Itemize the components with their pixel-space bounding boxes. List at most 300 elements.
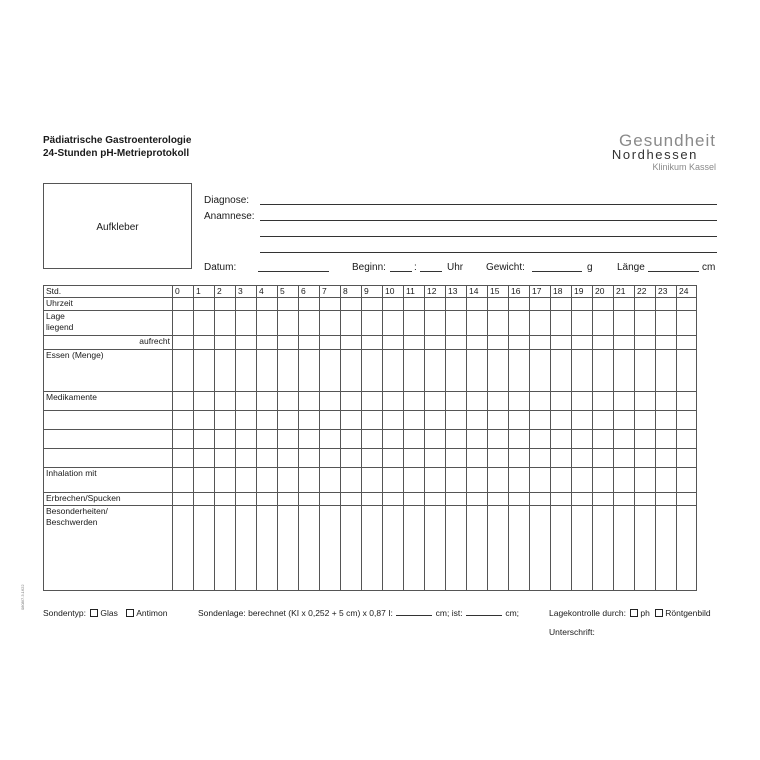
grid-cell[interactable] [656, 506, 677, 591]
grid-cell[interactable] [362, 336, 383, 350]
grid-cell[interactable] [488, 298, 509, 311]
sondenlage-calculated-field[interactable] [396, 615, 432, 616]
grid-cell[interactable] [299, 311, 320, 336]
diagnose-field[interactable] [260, 204, 717, 205]
grid-cell[interactable] [677, 449, 697, 468]
grid-cell[interactable] [383, 336, 404, 350]
grid-cell[interactable] [614, 430, 635, 449]
grid-cell[interactable] [635, 430, 656, 449]
grid-cell[interactable] [488, 411, 509, 430]
grid-cell[interactable] [467, 493, 488, 506]
grid-cell[interactable] [299, 298, 320, 311]
grid-cell[interactable] [425, 449, 446, 468]
row-label-besonderheiten1 [44, 506, 173, 591]
grid-cell[interactable] [236, 336, 257, 350]
grid-cell[interactable] [194, 392, 215, 411]
grid-cell[interactable] [635, 336, 656, 350]
beginn-label: Beginn: [352, 262, 386, 273]
grid-cell[interactable] [425, 493, 446, 506]
grid-cell[interactable] [614, 350, 635, 392]
laenge-field[interactable] [648, 271, 699, 272]
grid-cell[interactable] [530, 449, 551, 468]
grid-cell[interactable] [677, 350, 697, 392]
grid-cell[interactable] [383, 506, 404, 591]
grid-cell[interactable] [530, 493, 551, 506]
grid-cell[interactable] [572, 350, 593, 392]
grid-cell[interactable] [341, 493, 362, 506]
grid-cell[interactable] [341, 392, 362, 411]
grid-cell[interactable] [215, 336, 236, 350]
datum-field[interactable] [258, 271, 329, 272]
grid-cell[interactable] [488, 493, 509, 506]
grid-cell[interactable] [446, 311, 467, 336]
grid-cell[interactable] [467, 506, 488, 591]
grid-cell[interactable] [530, 430, 551, 449]
grid-cell[interactable] [677, 493, 697, 506]
grid-cell[interactable] [656, 449, 677, 468]
grid-cell[interactable] [572, 493, 593, 506]
grid-cell[interactable] [635, 506, 656, 591]
grid-cell[interactable] [488, 468, 509, 493]
grid-cell[interactable] [635, 468, 656, 493]
grid-cell[interactable] [551, 298, 572, 311]
grid-cell[interactable] [593, 392, 614, 411]
cm-ist-label: cm; ist: [435, 608, 463, 618]
grid-cell[interactable] [173, 506, 194, 591]
grid-cell[interactable] [341, 506, 362, 591]
grid-cell[interactable] [677, 411, 697, 430]
grid-cell[interactable] [320, 506, 341, 591]
grid-row [44, 336, 697, 350]
grid-cell[interactable] [467, 298, 488, 311]
grid-cell[interactable] [656, 493, 677, 506]
grid-cell[interactable] [215, 392, 236, 411]
grid-cell[interactable] [278, 336, 299, 350]
grid-cell[interactable] [509, 392, 530, 411]
grid-cell[interactable] [299, 336, 320, 350]
grid-cell[interactable] [320, 493, 341, 506]
grid-cell[interactable] [425, 311, 446, 336]
grid-cell[interactable] [236, 311, 257, 336]
grid-cell[interactable] [572, 449, 593, 468]
grid-cell[interactable] [320, 411, 341, 430]
grid-cell[interactable] [446, 392, 467, 411]
grid-cell[interactable] [572, 506, 593, 591]
grid-cell[interactable] [173, 336, 194, 350]
grid-cell[interactable] [551, 350, 572, 392]
sondenlage-row [198, 608, 519, 618]
grid-cell[interactable] [404, 336, 425, 350]
grid-cell[interactable] [593, 336, 614, 350]
grid-cell[interactable] [551, 411, 572, 430]
grid-cell[interactable] [635, 392, 656, 411]
grid-cell[interactable] [446, 468, 467, 493]
grid-cell[interactable] [194, 411, 215, 430]
grid-cell[interactable] [299, 468, 320, 493]
grid-cell[interactable] [194, 506, 215, 591]
grid-cell[interactable] [257, 311, 278, 336]
grid-cell[interactable] [194, 350, 215, 392]
grid-cell[interactable] [236, 449, 257, 468]
grid-cell[interactable] [341, 468, 362, 493]
grid-cell[interactable] [236, 506, 257, 591]
grid-cell[interactable] [677, 392, 697, 411]
grid-cell[interactable] [404, 350, 425, 392]
grid-cell[interactable] [509, 468, 530, 493]
grid-cell[interactable] [236, 493, 257, 506]
grid-cell[interactable] [215, 449, 236, 468]
grid-cell[interactable] [194, 298, 215, 311]
grid-cell[interactable] [425, 411, 446, 430]
grid-cell[interactable] [299, 506, 320, 591]
grid-cell[interactable] [194, 449, 215, 468]
anamnese-field-2[interactable] [260, 236, 717, 237]
grid-cell[interactable] [509, 350, 530, 392]
grid-cell[interactable] [509, 311, 530, 336]
grid-cell[interactable] [257, 468, 278, 493]
grid-cell[interactable] [173, 449, 194, 468]
grid-cell[interactable] [215, 350, 236, 392]
grid-cell[interactable] [404, 298, 425, 311]
gewicht-field[interactable] [532, 271, 582, 272]
grid-cell[interactable] [320, 392, 341, 411]
grid-cell[interactable] [488, 336, 509, 350]
grid-cell[interactable] [278, 392, 299, 411]
grid-cell[interactable] [593, 449, 614, 468]
grid-cell[interactable] [593, 430, 614, 449]
grid-cell[interactable] [530, 392, 551, 411]
antimon-checkbox[interactable] [126, 609, 134, 617]
grid-cell[interactable] [215, 411, 236, 430]
grid-cell[interactable] [362, 506, 383, 591]
grid-cell[interactable] [404, 392, 425, 411]
grid-cell[interactable] [215, 311, 236, 336]
grid-cell[interactable] [299, 493, 320, 506]
grid-cell[interactable] [404, 493, 425, 506]
lagekontrolle-label: Lagekontrolle durch: [549, 608, 627, 618]
grid-cell[interactable] [635, 411, 656, 430]
grid-cell[interactable] [236, 468, 257, 493]
grid-cell[interactable] [257, 493, 278, 506]
grid-cell[interactable] [320, 298, 341, 311]
grid-cell[interactable] [572, 298, 593, 311]
grid-cell[interactable] [362, 298, 383, 311]
grid-cell[interactable] [614, 311, 635, 336]
grid-cell[interactable] [236, 350, 257, 392]
grid-cell[interactable] [383, 350, 404, 392]
glas-checkbox[interactable] [90, 609, 98, 617]
grid-cell[interactable] [593, 493, 614, 506]
antimon-label: Antimon [136, 608, 168, 618]
grid-cell[interactable] [257, 350, 278, 392]
grid-cell[interactable] [593, 311, 614, 336]
grid-cell[interactable] [614, 411, 635, 430]
grid-cell[interactable] [236, 411, 257, 430]
grid-cell[interactable] [383, 298, 404, 311]
grid-cell[interactable] [656, 468, 677, 493]
grid-cell[interactable] [509, 493, 530, 506]
grid-cell[interactable] [488, 506, 509, 591]
grid-cell[interactable] [614, 392, 635, 411]
grid-cell[interactable] [173, 298, 194, 311]
grid-cell[interactable] [656, 311, 677, 336]
grid-cell[interactable] [278, 411, 299, 430]
grid-cell[interactable] [383, 430, 404, 449]
grid-cell[interactable] [299, 350, 320, 392]
grid-cell[interactable] [257, 430, 278, 449]
grid-cell[interactable] [194, 430, 215, 449]
grid-cell[interactable] [635, 298, 656, 311]
grid-cell[interactable] [593, 468, 614, 493]
grid-cell[interactable] [236, 430, 257, 449]
grid-cell[interactable] [446, 336, 467, 350]
grid-cell[interactable] [362, 411, 383, 430]
grid-cell[interactable] [509, 506, 530, 591]
grid-cell[interactable] [425, 298, 446, 311]
grid-cell[interactable] [572, 430, 593, 449]
grid-cell[interactable] [341, 336, 362, 350]
grid-cell[interactable] [320, 430, 341, 449]
grid-cell[interactable] [320, 449, 341, 468]
grid-cell[interactable] [194, 468, 215, 493]
grid-cell[interactable] [593, 298, 614, 311]
ph-checkbox[interactable] [630, 609, 638, 617]
grid-cell[interactable] [278, 506, 299, 591]
grid-cell[interactable] [572, 392, 593, 411]
grid-cell[interactable] [425, 336, 446, 350]
grid-cell[interactable] [404, 506, 425, 591]
grid-cell[interactable] [488, 350, 509, 392]
grid-cell[interactable] [467, 350, 488, 392]
roentgen-checkbox[interactable] [655, 609, 663, 617]
grid-cell[interactable] [194, 311, 215, 336]
grid-cell[interactable] [446, 493, 467, 506]
grid-cell[interactable] [383, 493, 404, 506]
grid-cell[interactable] [278, 311, 299, 336]
grid-cell[interactable] [572, 468, 593, 493]
grid-cell[interactable] [278, 449, 299, 468]
grid-cell[interactable] [236, 392, 257, 411]
grid-cell[interactable] [467, 336, 488, 350]
grid-cell[interactable] [530, 350, 551, 392]
grid-cell[interactable] [425, 468, 446, 493]
grid-cell[interactable] [614, 493, 635, 506]
grid-cell[interactable] [194, 336, 215, 350]
grid-cell[interactable] [656, 298, 677, 311]
grid-cell[interactable] [404, 311, 425, 336]
grid-cell[interactable] [614, 336, 635, 350]
grid-cell[interactable] [425, 430, 446, 449]
grid-cell[interactable] [656, 392, 677, 411]
grid-cell[interactable] [446, 298, 467, 311]
grid-cell[interactable] [593, 506, 614, 591]
grid-cell[interactable] [173, 392, 194, 411]
grid-cell[interactable] [257, 411, 278, 430]
grid-cell[interactable] [215, 493, 236, 506]
grid-cell[interactable] [236, 298, 257, 311]
grid-cell[interactable] [509, 336, 530, 350]
grid-cell[interactable] [509, 430, 530, 449]
grid-cell[interactable] [257, 298, 278, 311]
grid-cell[interactable] [677, 506, 697, 591]
grid-cell[interactable] [215, 468, 236, 493]
grid-cell[interactable] [362, 350, 383, 392]
grid-cell[interactable] [467, 392, 488, 411]
grid-cell[interactable] [488, 311, 509, 336]
grid-cell[interactable] [173, 411, 194, 430]
grid-cell[interactable] [215, 430, 236, 449]
grid-cell[interactable] [446, 506, 467, 591]
grid-cell[interactable] [278, 298, 299, 311]
grid-cell[interactable] [320, 468, 341, 493]
grid-cell[interactable] [551, 430, 572, 449]
grid-cell[interactable] [299, 392, 320, 411]
grid-cell[interactable] [425, 506, 446, 591]
grid-cell[interactable] [572, 311, 593, 336]
grid-cell[interactable] [173, 350, 194, 392]
grid-cell[interactable] [341, 449, 362, 468]
grid-cell[interactable] [257, 336, 278, 350]
grid-cell[interactable] [320, 350, 341, 392]
grid-cell[interactable] [530, 311, 551, 336]
grid-cell[interactable] [425, 392, 446, 411]
grid-cell[interactable] [362, 311, 383, 336]
grid-cell[interactable] [257, 449, 278, 468]
grid-cell[interactable] [341, 430, 362, 449]
grid-cell[interactable] [299, 430, 320, 449]
grid-cell[interactable] [488, 430, 509, 449]
grid-cell[interactable] [467, 430, 488, 449]
grid-cell[interactable] [341, 411, 362, 430]
grid-cell[interactable] [299, 449, 320, 468]
grid-cell[interactable] [551, 336, 572, 350]
grid-cell[interactable] [215, 506, 236, 591]
grid-cell[interactable] [278, 350, 299, 392]
beginn-hour-field[interactable] [390, 271, 412, 272]
grid-cell[interactable] [467, 449, 488, 468]
grid-cell[interactable] [593, 350, 614, 392]
grid-cell[interactable] [530, 336, 551, 350]
grid-cell[interactable] [404, 468, 425, 493]
grid-cell[interactable] [383, 392, 404, 411]
grid-cell[interactable] [362, 468, 383, 493]
grid-cell[interactable] [614, 449, 635, 468]
grid-cell[interactable] [362, 449, 383, 468]
grid-cell[interactable] [551, 392, 572, 411]
grid-cell[interactable] [362, 392, 383, 411]
grid-cell[interactable] [467, 411, 488, 430]
grid-cell[interactable] [173, 311, 194, 336]
sondenlage-actual-field[interactable] [466, 615, 502, 616]
grid-cell[interactable] [362, 430, 383, 449]
grid-cell[interactable] [341, 350, 362, 392]
grid-cell[interactable] [215, 298, 236, 311]
grid-cell[interactable] [173, 493, 194, 506]
grid-cell[interactable] [467, 311, 488, 336]
grid-cell[interactable] [656, 336, 677, 350]
grid-cell[interactable] [194, 493, 215, 506]
grid-cell[interactable] [509, 411, 530, 430]
grid-cell[interactable] [572, 411, 593, 430]
grid-cell[interactable] [551, 506, 572, 591]
grid-cell[interactable] [257, 506, 278, 591]
grid-cell[interactable] [383, 411, 404, 430]
grid-cell[interactable] [530, 411, 551, 430]
grid-cell[interactable] [635, 449, 656, 468]
grid-cell[interactable] [341, 311, 362, 336]
grid-cell[interactable] [656, 411, 677, 430]
grid-cell[interactable] [551, 449, 572, 468]
grid-cell[interactable] [488, 392, 509, 411]
grid-cell[interactable] [593, 411, 614, 430]
grid-cell[interactable] [677, 298, 697, 311]
grid-cell[interactable] [677, 336, 697, 350]
grid-cell[interactable] [278, 468, 299, 493]
grid-cell[interactable] [509, 298, 530, 311]
grid-cell[interactable] [656, 430, 677, 449]
grid-cell[interactable] [278, 430, 299, 449]
grid-cell[interactable] [425, 350, 446, 392]
grid-cell[interactable] [446, 449, 467, 468]
grid-cell[interactable] [383, 468, 404, 493]
grid-cell[interactable] [677, 430, 697, 449]
grid-cell[interactable] [383, 449, 404, 468]
grid-cell[interactable] [614, 506, 635, 591]
grid-cell[interactable] [551, 468, 572, 493]
grid-cell[interactable] [677, 311, 697, 336]
grid-cell[interactable] [404, 430, 425, 449]
grid-cell[interactable] [656, 350, 677, 392]
anamnese-field-1[interactable] [260, 220, 717, 221]
grid-cell[interactable] [509, 449, 530, 468]
grid-cell[interactable] [446, 350, 467, 392]
grid-cell[interactable] [635, 311, 656, 336]
grid-cell[interactable] [446, 430, 467, 449]
grid-cell[interactable] [551, 493, 572, 506]
grid-cell[interactable] [530, 298, 551, 311]
grid-cell[interactable] [530, 506, 551, 591]
grid-cell[interactable] [404, 449, 425, 468]
grid-cell[interactable] [551, 311, 572, 336]
grid-cell[interactable] [278, 493, 299, 506]
grid-cell[interactable] [488, 449, 509, 468]
unterschrift-label: Unterschrift: [549, 627, 595, 637]
grid-cell[interactable] [404, 411, 425, 430]
grid-cell[interactable] [320, 336, 341, 350]
grid-cell[interactable] [635, 493, 656, 506]
grid-cell[interactable] [614, 298, 635, 311]
beginn-minute-field[interactable] [420, 271, 442, 272]
grid-cell[interactable] [635, 350, 656, 392]
grid-cell[interactable] [320, 311, 341, 336]
grid-cell[interactable] [446, 411, 467, 430]
grid-cell[interactable] [173, 430, 194, 449]
grid-cell[interactable] [572, 336, 593, 350]
grid-cell[interactable] [467, 468, 488, 493]
ph-label: ph [640, 608, 650, 618]
grid-cell[interactable] [257, 392, 278, 411]
row-label-text: Inhalation mit [46, 468, 97, 478]
grid-cell[interactable] [362, 493, 383, 506]
grid-cell[interactable] [677, 468, 697, 493]
anamnese-field-3[interactable] [260, 252, 717, 253]
grid-cell[interactable] [341, 298, 362, 311]
grid-cell[interactable] [173, 468, 194, 493]
grid-cell[interactable] [614, 468, 635, 493]
grid-cell[interactable] [299, 411, 320, 430]
grid-cell[interactable] [383, 311, 404, 336]
grid-cell[interactable] [530, 468, 551, 493]
